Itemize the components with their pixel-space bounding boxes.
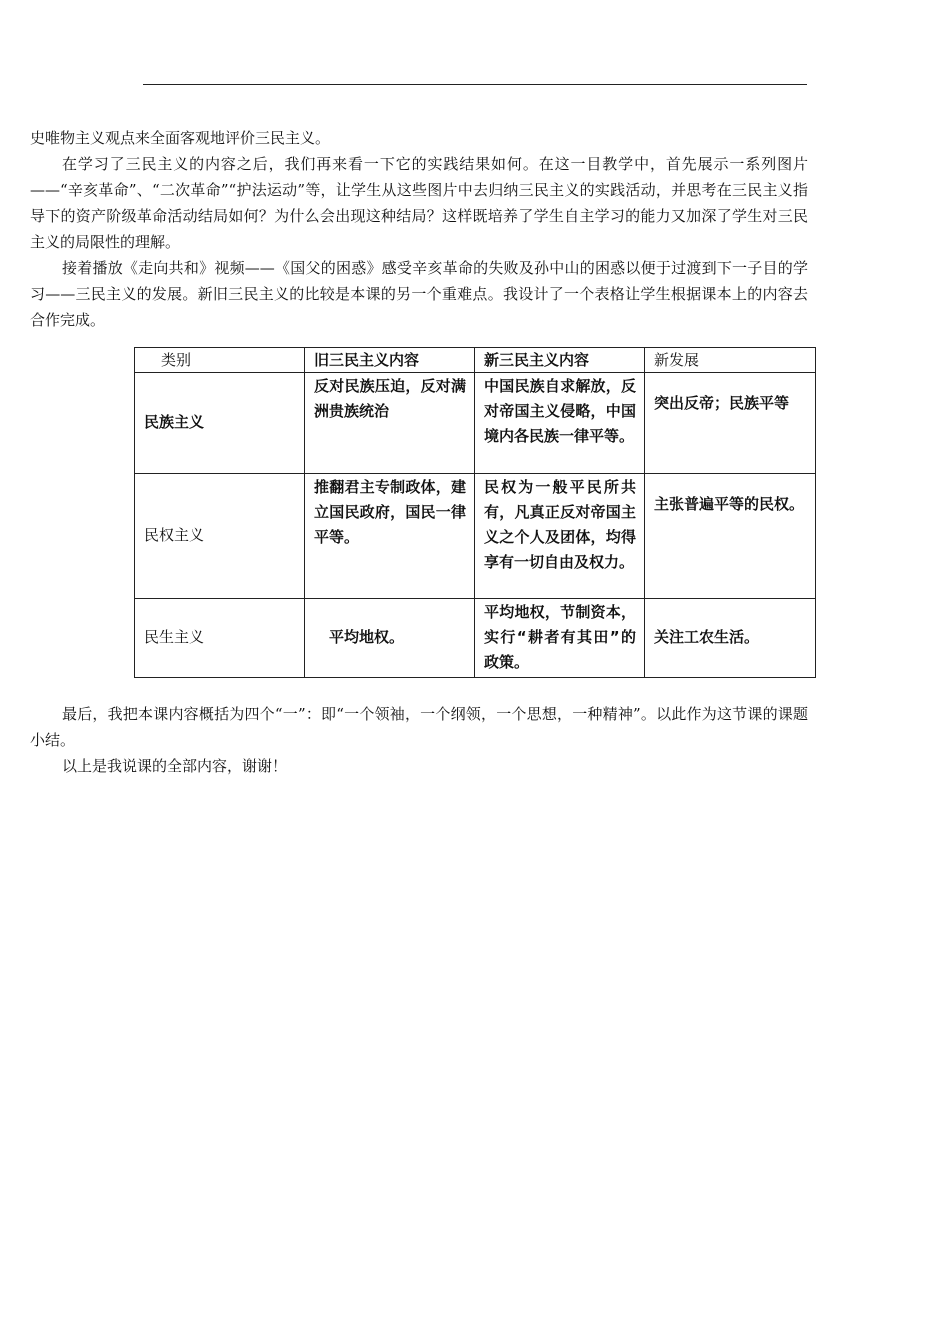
table-header-row [135,348,816,373]
header-rule [143,84,807,85]
row-new-content: 平均地权，节制资本，实行“耕者有其田”的政策。 [475,599,645,678]
row-new-content: 民权为一般平民所共有，凡真正反对帝国主义之个人及团体，均得享有一切自由及权力。 [475,474,645,599]
row-category: 民生主义 [135,599,305,678]
row-development: 关注工农生活。 [645,599,816,678]
row-old-content: 反对民族压迫，反对满洲贵族统治 [305,373,475,474]
thanks-paragraph: 以上是我说课的全部内容，谢谢！ [62,757,288,775]
header-old: 旧三民主义内容 [305,348,475,373]
row-category: 民权主义 [135,474,305,599]
practice-paragraph: 在学习了三民主义的内容之后，我们再来看一下它的实践结果如何。在这一目教学中，首先展示一系列图片——“辛亥革命”、“二次革命”“护法运动”等，让学生从这些图片中去归纳三民主义的实践活动，并思考在三民主义指导下的资产阶级革命活动结局如何？为什么会出现这种结局？这样既培养了学生自主学习的能力又加深了学生对三民主义的局限性的理解。 [30,155,808,251]
row-new-content: 中国民族自求解放，反对帝国主义侵略，中国境内各民族一律平等。 [475,373,645,474]
row-old-content: 平均地权。 [305,599,475,678]
row-development: 主张普遍平等的民权。 [645,474,816,599]
row-category: 民族主义 [135,373,305,474]
header-category: 类别 [135,348,305,373]
table-row [135,373,816,474]
closing-section [30,701,808,779]
intro-line: 史唯物主义观点来全面客观地评价三民主义。 [30,129,331,147]
row-old-content: 推翻君主专制政体，建立国民政府，国民一律平等。 [305,474,475,599]
header-development: 新发展 [645,348,816,373]
intro-section [30,125,808,333]
summary-paragraph: 最后，我把本课内容概括为四个“一”：即“一个领袖，一个纲领，一个思想，一种精神”。以此作为这节课的课题小结。 [30,705,808,749]
row-development: 突出反帝；民族平等 [645,373,816,474]
header-new: 新三民主义内容 [475,348,645,373]
video-paragraph: 接着播放《走向共和》视频——《国父的困惑》感受辛亥革命的失败及孙中山的困惑以便于过渡到下一子目的学习——三民主义的发展。新旧三民主义的比较是本课的另一个重难点。我设计了一个表格让学生根据课本上的内容去合作完成。 [30,259,808,329]
table-row [135,599,816,678]
table-row [135,474,816,599]
comparison-table [134,347,816,678]
